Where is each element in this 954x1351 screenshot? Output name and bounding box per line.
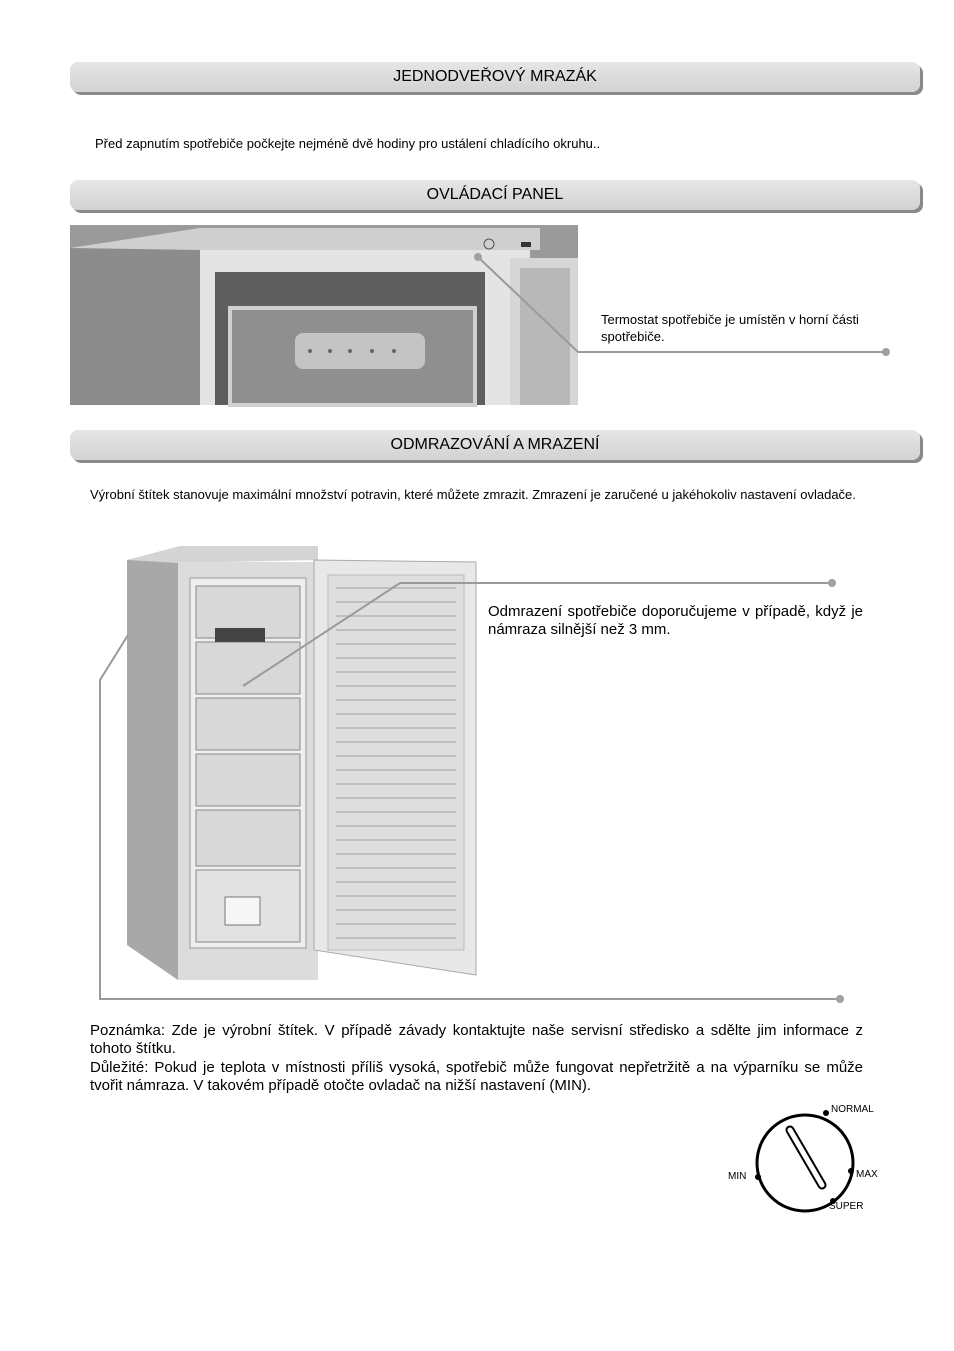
dial-label-max: MAX [856, 1169, 878, 1180]
section-header-control-panel: OVLÁDACÍ PANEL [70, 180, 920, 210]
dial-label-normal: NORMAL [831, 1104, 874, 1115]
important-text: Důležité: Pokud je teplota v místnosti příliš vysoká, spotřebič může fungovat nepřetržitě a na výparníku se může tvořit námraza. V takovém případě otočte ovladač na nižší nastavení (MIN). [90, 1059, 863, 1094]
thermostat-text: Termostat spotřebiče je umístěn v horní části spotřebiče. [601, 312, 859, 344]
note-text: Poznámka: Zde je výrobní štítek. V případě závady kontaktujte naše servisní středisko a sdělte jim informace z tohoto štítku. [90, 1022, 863, 1057]
thermostat-dial [755, 1110, 854, 1211]
section-header-freezer: JEDNODVEŘOVÝ MRAZÁK [70, 62, 920, 92]
defrost-note: Odmrazení spotřebiče doporučujeme v případě, když je námraza silnější než 3 mm. [488, 603, 863, 638]
dial-label-super: SUPER [829, 1201, 864, 1212]
dial-label-min: MIN [728, 1171, 747, 1182]
section-header-defrost: ODMRAZOVÁNÍ A MRAZENÍ [70, 430, 920, 460]
rating-text: Výrobní štítek stanovuje maximální množství potravin, které můžete zmrazit. Zmrazení je zaručené u jakéhokoliv nastavení ovladače. [90, 487, 856, 502]
intro-text: Před zapnutím spotřebiče počkejte nejméně dvě hodiny pro ustálení chladícího okruhu.. [95, 136, 601, 151]
